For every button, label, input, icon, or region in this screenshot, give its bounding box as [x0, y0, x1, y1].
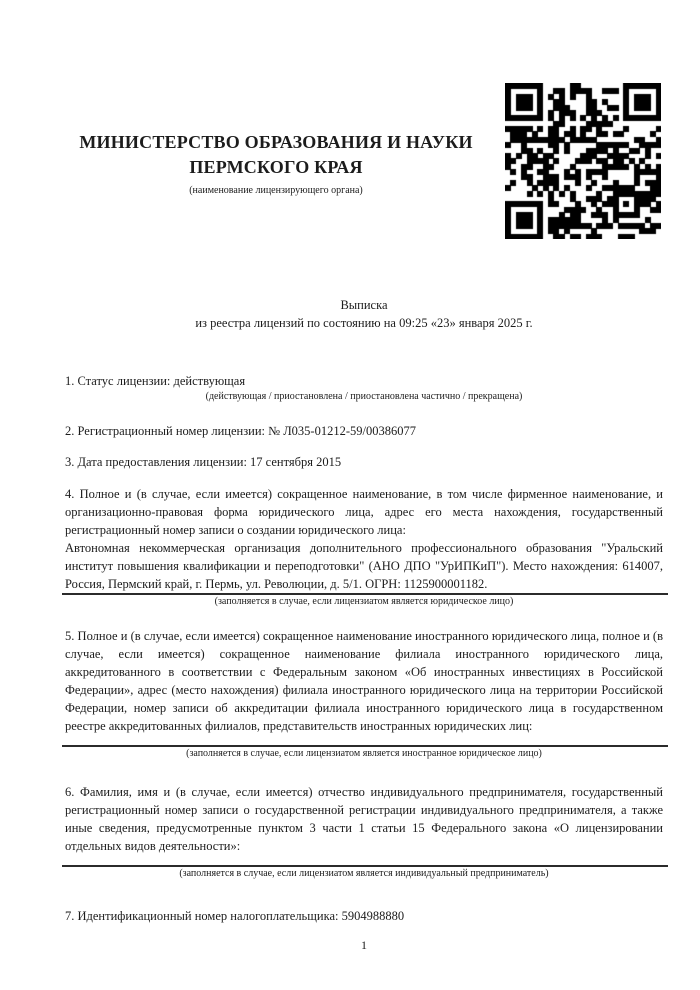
licensing-authority-header: [65, 130, 487, 198]
item-inn-label: 7. Идентификационный номер налогоплательщика:: [65, 909, 339, 923]
authority-name-line2: ПЕРМСКОГО КРАЯ: [189, 157, 363, 177]
title-line1: Выписка: [340, 298, 388, 312]
authority-name-line1: МИНИСТЕРСТВО ОБРАЗОВАНИЯ И НАУКИ: [79, 132, 473, 152]
item-grant-date-label: 3. Дата предоставления лицензии:: [65, 455, 247, 469]
item-legal-entity-value: Автономная некоммерческая организация дополнительного профессионального образования "Уральский институт повышения квалификации и переподготовки" (АНО ДПО "УрИПКиП"). Место нахождения: 614007, Россия, Пермский край, г. Пермь, ул. Революции, д. 5/1. ОГРН: 1125900001182.: [65, 541, 663, 591]
item-legal-entity-label: 4. Полное и (в случае, если имеется) сокращенное наименование, в том числе фирменное наименование, и организационно-правовая форма юридического лица, адрес его места нахождения, государственный регистрационный номер записи о создании юридического лица:: [65, 487, 663, 537]
page-number: 1: [361, 938, 367, 952]
item-reg-number-value: № Л035-01212-59/00386077: [268, 424, 416, 438]
title-line2: из реестра лицензий по состоянию на 09:25 «23» января 2025 г.: [195, 316, 533, 330]
item-status-caption: (действующая / приостановлена / приостановлена частично / прекращена): [205, 391, 523, 402]
item-entrepreneur-label: 6. Фамилия, имя и (в случае, если имеется) отчество индивидуального предпринимателя, государственный регистрационный номер записи о государственной регистрации индивидуального предпринимателя, а также иные сведения, предусмотренные пунктом 3 части 1 статьи 15 Федерального закона «О лицензировании отдельных видов деятельности»:: [65, 785, 663, 853]
item-reg-number: [65, 422, 663, 440]
authority-name: [65, 130, 487, 180]
item-status-label: 1. Статус лицензии:: [65, 374, 171, 388]
item-reg-number-label: 2. Регистрационный номер лицензии:: [65, 424, 266, 438]
item-inn-value: 5904988880: [341, 909, 405, 923]
item-entrepreneur-caption: (заполняется в случае, если лицензиатом является индивидуальный предприниматель): [179, 868, 549, 879]
item-status: [65, 372, 663, 390]
item-foreign-entity-caption: (заполняется в случае, если лицензиатом является иностранное юридическое лицо): [186, 748, 542, 759]
document-title: [65, 296, 663, 332]
item-status-value: действующая: [173, 374, 246, 388]
document-body: [65, 296, 663, 952]
item-inn: [65, 907, 663, 925]
qr-code-icon: [505, 83, 661, 239]
item-legal-entity-caption: (заполняется в случае, если лицензиатом является юридическое лицо): [214, 596, 514, 607]
authority-caption: (наименование лицензирующего органа): [189, 185, 363, 196]
item-grant-date-value: 17 сентября 2015: [250, 455, 342, 469]
item-foreign-entity-label: 5. Полное и (в случае, если имеется) сокращенное наименование иностранного юридического лица, полное и (в случае, если имеется) сокращенное наименование филиала иностранного юридического лица, аккредитованного в соответствии с Федеральным законом «Об иностранных инвестициях в Российской Федерации», адрес (место нахождения) филиала иностранного юридического лица на территории Российской Федерации, номер записи об аккредитации филиала иностранного юридического лица в государственном реестре аккредитованных филиалов, представительств иностранных юридических лиц:: [65, 629, 663, 733]
item-grant-date: [65, 453, 663, 471]
